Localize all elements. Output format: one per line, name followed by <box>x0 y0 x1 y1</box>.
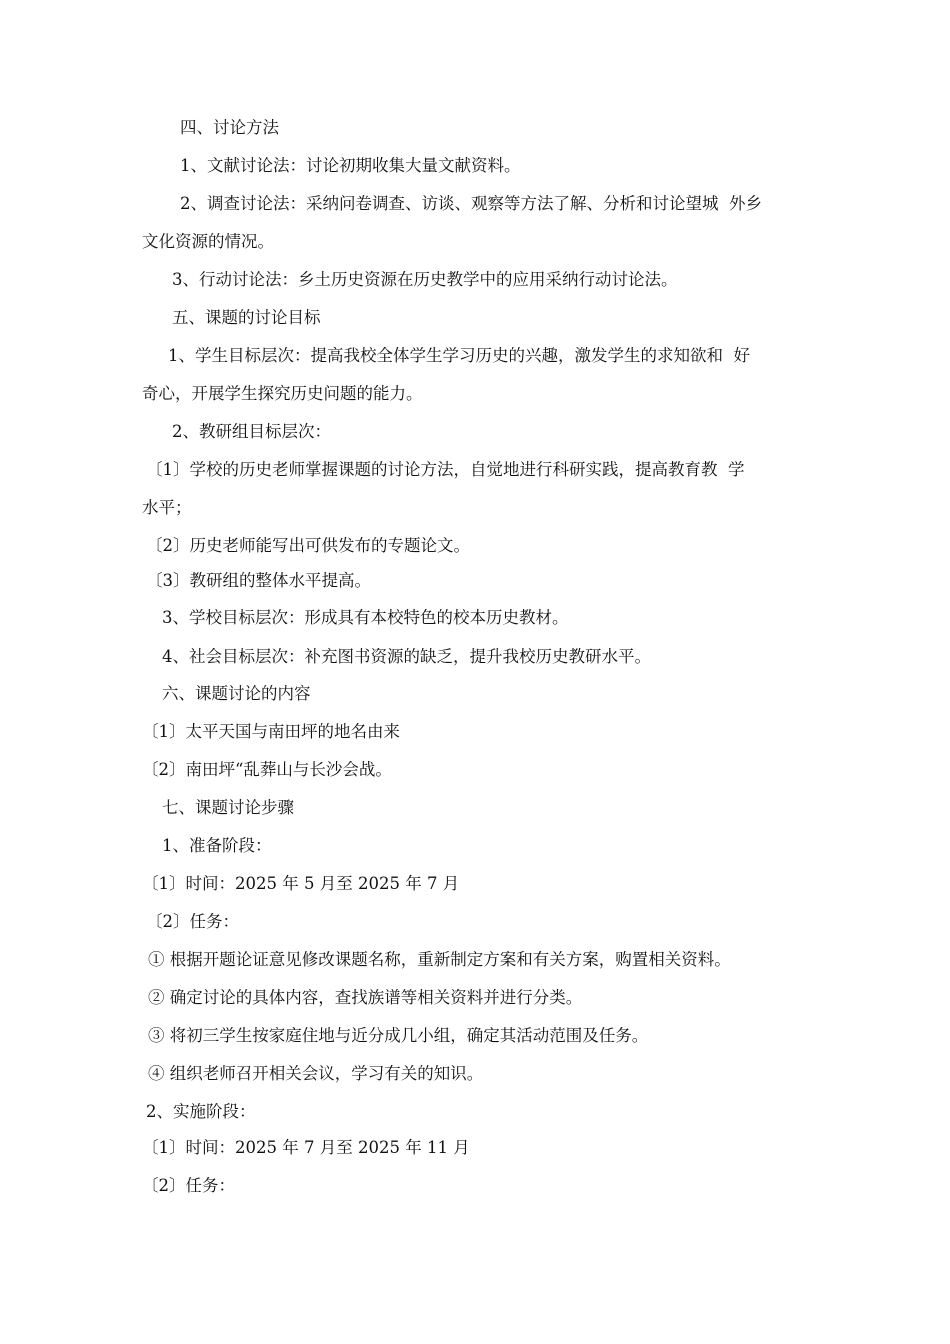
paragraph-line: 1、学生目标层次：提高我校全体学生学习历史的兴趣，激发学生的求知欲和 好 <box>168 346 750 365</box>
paragraph-line: 1、准备阶段： <box>162 836 272 855</box>
list-item: ① 根据开题论证意见修改课题名称，重新制定方案和有关方案，购置相关资料。 <box>148 950 731 969</box>
paragraph-line: 〔3〕教研组的整体水平提高。 <box>146 571 371 590</box>
paragraph-line: 4、社会目标层次：补充图书资源的缺乏，提升我校历史教研水平。 <box>162 647 651 666</box>
paragraph-line: 2、调查讨论法：采纳问卷调查、访谈、观察等方法了解、分析和讨论望城 外乡 <box>180 194 762 213</box>
section-heading-4: 四、讨论方法 <box>180 118 279 137</box>
paragraph-line: 奇心，开展学生探究历史问题的能力。 <box>142 384 423 403</box>
paragraph-line: 〔2〕任务： <box>146 912 239 931</box>
paragraph-line: 1、文献讨论法：讨论初期收集大量文献资料。 <box>180 156 521 175</box>
paragraph-line: 3、行动讨论法：乡土历史资源在历史教学中的应用采纳行动讨论法。 <box>172 270 678 289</box>
paragraph-line: 〔1〕学校的历史老师掌握课题的讨论方法，自觉地进行科研实践，提高教育教 学 <box>146 460 745 479</box>
paragraph-line: 〔1〕太平天国与南田坪的地名由来 <box>142 722 400 741</box>
paragraph-line: 〔2〕历史老师能写出可供发布的专题论文。 <box>146 536 470 555</box>
section-heading-6: 六、课题讨论的内容 <box>162 684 311 703</box>
paragraph-line: 〔2〕任务： <box>142 1176 235 1195</box>
list-item: ④ 组织老师召开相关会议，学习有关的知识。 <box>148 1064 484 1083</box>
paragraph-line: 2、教研组目标层次： <box>172 422 331 441</box>
section-heading-5: 五、课题的讨论目标 <box>172 308 321 327</box>
paragraph-line: 〔1〕时间：2025 年 5 月至 2025 年 7 月 <box>142 874 460 893</box>
paragraph-line: 〔2〕南田坪“乱葬山与长沙会战。 <box>142 760 392 779</box>
paragraph-line: 2、实施阶段： <box>146 1102 256 1121</box>
paragraph-line: 3、学校目标层次：形成具有本校特色的校本历史教材。 <box>162 608 569 627</box>
section-heading-7: 七、课题讨论步骤 <box>162 798 294 817</box>
list-item: ② 确定讨论的具体内容，查找族谱等相关资料并进行分类。 <box>148 988 583 1007</box>
list-item: ③ 将初三学生按家庭住地与近分成几小组，确定其活动范围及任务。 <box>148 1026 649 1045</box>
paragraph-line: 〔1〕时间：2025 年 7 月至 2025 年 11 月 <box>142 1138 470 1157</box>
paragraph-line: 水平； <box>142 498 192 517</box>
paragraph-line: 文化资源的情况。 <box>142 232 274 251</box>
